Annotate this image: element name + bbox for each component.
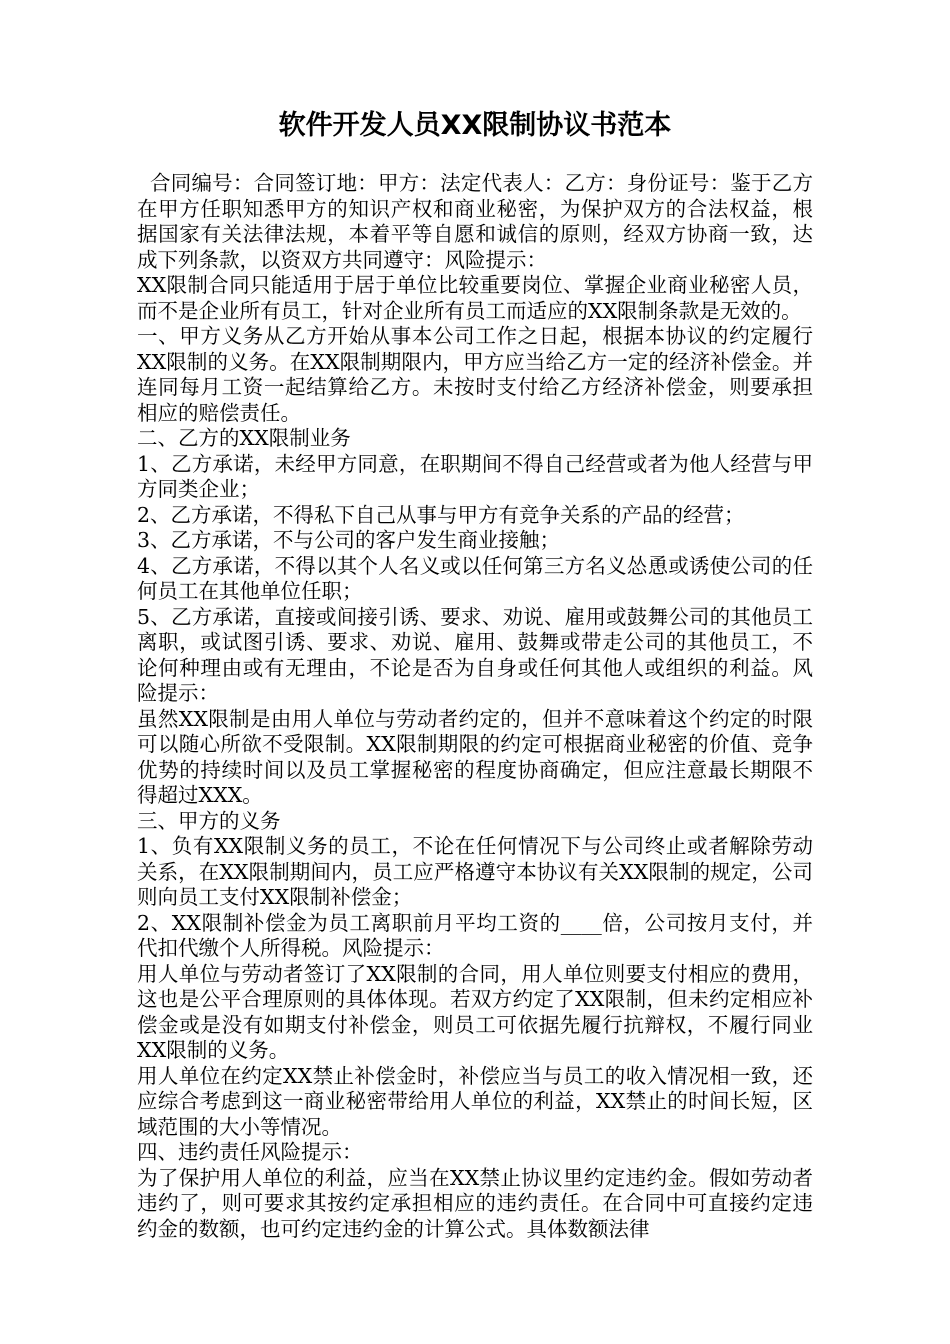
document-body <box>137 171 813 1242</box>
paragraph-party-a-duty: 一、甲方义务从乙方开始从事本公司工作之日起，根据本协议的约定履行XX限制的义务。在XX限制期限内，甲方应当给乙方一定的经济补偿金。并连同每月工资一起结算给乙方。未按时支付给乙方经济补偿金，则要承担相应的赔偿责任。 <box>137 324 813 425</box>
clause-item-2: 2、乙方承诺，不得私下自己从事与甲方有竞争关系的产品的经营； <box>137 502 745 527</box>
clause-item-1: 1、乙方承诺，未经甲方同意，在职期间不得自己经营或者为他人经营与甲方同类企业； <box>137 451 813 501</box>
obligation-item-2: 2、XX限制补偿金为员工离职前月平均工资的____倍，公司按月支付，并代扣代缴个人所得税。风险提示： <box>137 910 813 960</box>
obligation-item-1: 1、负有XX限制义务的员工，不论在任何情况下与公司终止或者解除劳动关系，在XX限制期间内，员工应严格遵守本协议有关XX限制的规定，公司则向员工支付XX限制补偿金； <box>137 834 813 909</box>
section-heading-party-b: 二、乙方的XX限制业务 <box>137 426 351 450</box>
paragraph-liquidated-damages: 为了保护用人单位的利益，应当在XX禁止协议里约定违约金。假如劳动者违约了，则可要求其按约定承担相应的违约责任。在合同中可直接约定违约金的数额，也可约定违约金的计算公式。具体数额法律 <box>137 1165 813 1241</box>
document-title: 软件开发人员XX限制协议书范本 <box>278 110 672 141</box>
section-heading-party-a-obligations: 三、甲方的义务 <box>137 808 281 833</box>
clause-item-5: 5、乙方承诺，直接或间接引诱、要求、劝说、雇用或鼓舞公司的其他员工离职，或试图引诱、要求、劝说、雇用、鼓舞或带走公司的其他员工，不论何种理由或有无理由，不论是否为自身或任何其他人或组织的利益。风险提示： <box>137 604 813 705</box>
paragraph-risk-compensation: 用人单位与劳动者签订了XX限制的合同，用人单位则要支付相应的费用，这也是公平合理原则的具体体现。若双方约定了XX限制，但未约定相应补偿金或是没有如期支付补偿金，则员工可依据先履行抗辩权，不履行同业XX限制的义务。 <box>137 961 813 1062</box>
paragraph-risk-duration: 虽然XX限制是由用人单位与劳动者约定的，但并不意味着这个约定的时限可以随心所欲不受限制。XX限制期限的约定可根据商业秘密的价值、竞争优势的持续时间以及员工掌握秘密的程度协商确定，但应注意最长期限不得超过XXX。 <box>137 706 813 807</box>
paragraph-compensation-amount: 用人单位在约定XX禁止补偿金时，补偿应当与员工的收入情况相一致，还应综合考虑到这一商业秘密带给用人单位的利益，XX禁止的时间长短，区域范围的大小等情况。 <box>137 1063 813 1139</box>
section-heading-liability: 四、违约责任风险提示： <box>137 1140 363 1164</box>
clause-item-4: 4、乙方承诺，不得以其个人名义或以任何第三方名义怂恿或诱使公司的任何员工在其他单位任职； <box>137 553 813 603</box>
paragraph-risk-scope: XX限制合同只能适用于居于单位比较重要岗位、掌握企业商业秘密人员，而不是企业所有员工，针对企业所有员工而适应的XX限制条款是无效的。 <box>137 273 813 323</box>
clause-item-3: 3、乙方承诺，不与公司的客户发生商业接触； <box>137 528 561 552</box>
paragraph-preamble: 合同编号：合同签订地：甲方：法定代表人：乙方：身份证号：鉴于乙方在甲方任职知悉甲方的知识产权和商业秘密，为保护双方的合法权益，根据国家有关法律法规，本着平等自愿和诚信的原则，经双方协商一致，达成下列条款，以资双方共同遵守：风险提示： <box>137 171 813 272</box>
